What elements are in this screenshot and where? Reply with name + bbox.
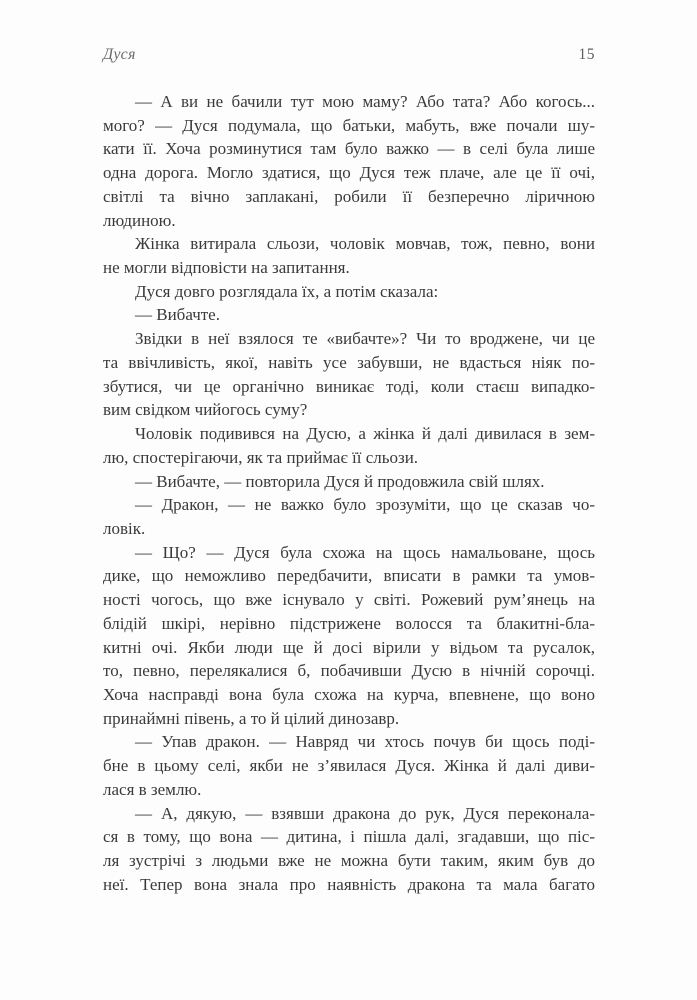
text-line: Хоча насправді вона була схожа на курча, впевнене, що воно — [103, 684, 595, 704]
paragraph — [103, 493, 595, 540]
paragraph — [103, 422, 595, 469]
text-line: принаймні півень, а то й цілий динозавр. — [103, 708, 400, 728]
text-line: — Що? — Дуся була схожа на щось намальоване, щось — [135, 542, 595, 562]
text-line: мого? — Дуся подумала, що батьки, мабуть, вже почали шу- — [103, 115, 595, 135]
text-line: — А, дякую, — взявши дракона до рук, Дуся переконала- — [135, 803, 595, 823]
paragraph — [103, 470, 595, 494]
text-line: кати її. Хоча розминутися там було важко — в селі була лише — [103, 139, 595, 159]
paragraph — [103, 90, 595, 232]
paragraph — [103, 232, 595, 279]
paragraph — [103, 541, 595, 731]
text-line: вим свідком чийогось суму? — [103, 400, 308, 420]
text-line: — А ви не бачили тут мою маму? Або тата? Або когось... — [135, 92, 595, 111]
text-line: — Дракон, — не важко було зрозуміти, що це сказав чо- — [135, 495, 595, 515]
text-line: — Вибачте, — повторила Дуся й продовжила свій шлях. — [135, 471, 545, 491]
paragraph — [103, 730, 595, 801]
text-line: — Вибачте. — [135, 305, 220, 325]
paragraph — [103, 802, 595, 897]
text-line: світлі та вічно заплакані, робили її безперечно ліричною — [103, 186, 595, 206]
running-title: Дуся — [103, 46, 136, 63]
text-line: людиною. — [103, 210, 176, 230]
page-number: 15 — [578, 46, 595, 63]
text-line: ловік. — [103, 518, 146, 538]
text-line: китні очі. Якби люди ще й досі вірили у відьом та русалок, — [103, 637, 595, 657]
text-line: Чоловік подивився на Дусю, а жінка й далі дивилася в зем- — [135, 424, 595, 444]
text-line: не могли відповісти на запитання. — [103, 258, 350, 278]
page-header — [103, 46, 595, 68]
text-line: Жінка витирала сльози, чоловік мовчав, тож, певно, вони — [135, 234, 595, 254]
text-line: лася в землю. — [103, 779, 202, 799]
text-line: ності чогось, що вже існувало у світі. Рожевий рум’янець на — [103, 590, 595, 610]
text-line: Звідки в неї взялося те «вибачте»? Чи то вроджене, чи це — [135, 329, 595, 349]
text-line: блідій шкірі, нерівно підстрижене волосся та блакитні-бла- — [103, 613, 595, 633]
text-line: одна дорога. Могло здатися, що Дуся теж плаче, але це її очі, — [103, 163, 595, 183]
paragraph — [103, 280, 595, 304]
page-text — [103, 90, 595, 896]
text-line: бне в цьому селі, якби не з’явилася Дуся. Жінка й далі диви- — [103, 756, 595, 776]
text-line: неї. Тепер вона знала про наявність дракона та мала багато — [103, 874, 595, 894]
text-line: ся в тому, що вона — дитина, і пішла далі, згадавши, що піс- — [103, 827, 595, 847]
text-line: — Упав дракон. — Навряд чи хтось почув би щось поді- — [135, 732, 595, 752]
paragraph — [103, 327, 595, 422]
text-line: та ввічливість, якої, навіть усе забувши, не вдасться ніяк по- — [103, 352, 595, 372]
text-line: то, певно, перелякалися б, побачивши Дусю в нічній сорочці. — [103, 661, 595, 681]
text-line: лю, спостерігаючи, як та приймає її сльози. — [103, 447, 419, 467]
text-line: ля зустрічі з людьми вже не можна бути таким, яким був до — [103, 851, 595, 870]
paragraph — [103, 303, 595, 327]
text-line: збутися, чи це органічно виникає тоді, коли стаєш випадко- — [103, 376, 595, 396]
text-line: дике, що неможливо передбачити, вписати в рамки та умов- — [103, 566, 595, 586]
text-line: Дуся довго розглядала їх, а потім сказала: — [135, 281, 439, 301]
